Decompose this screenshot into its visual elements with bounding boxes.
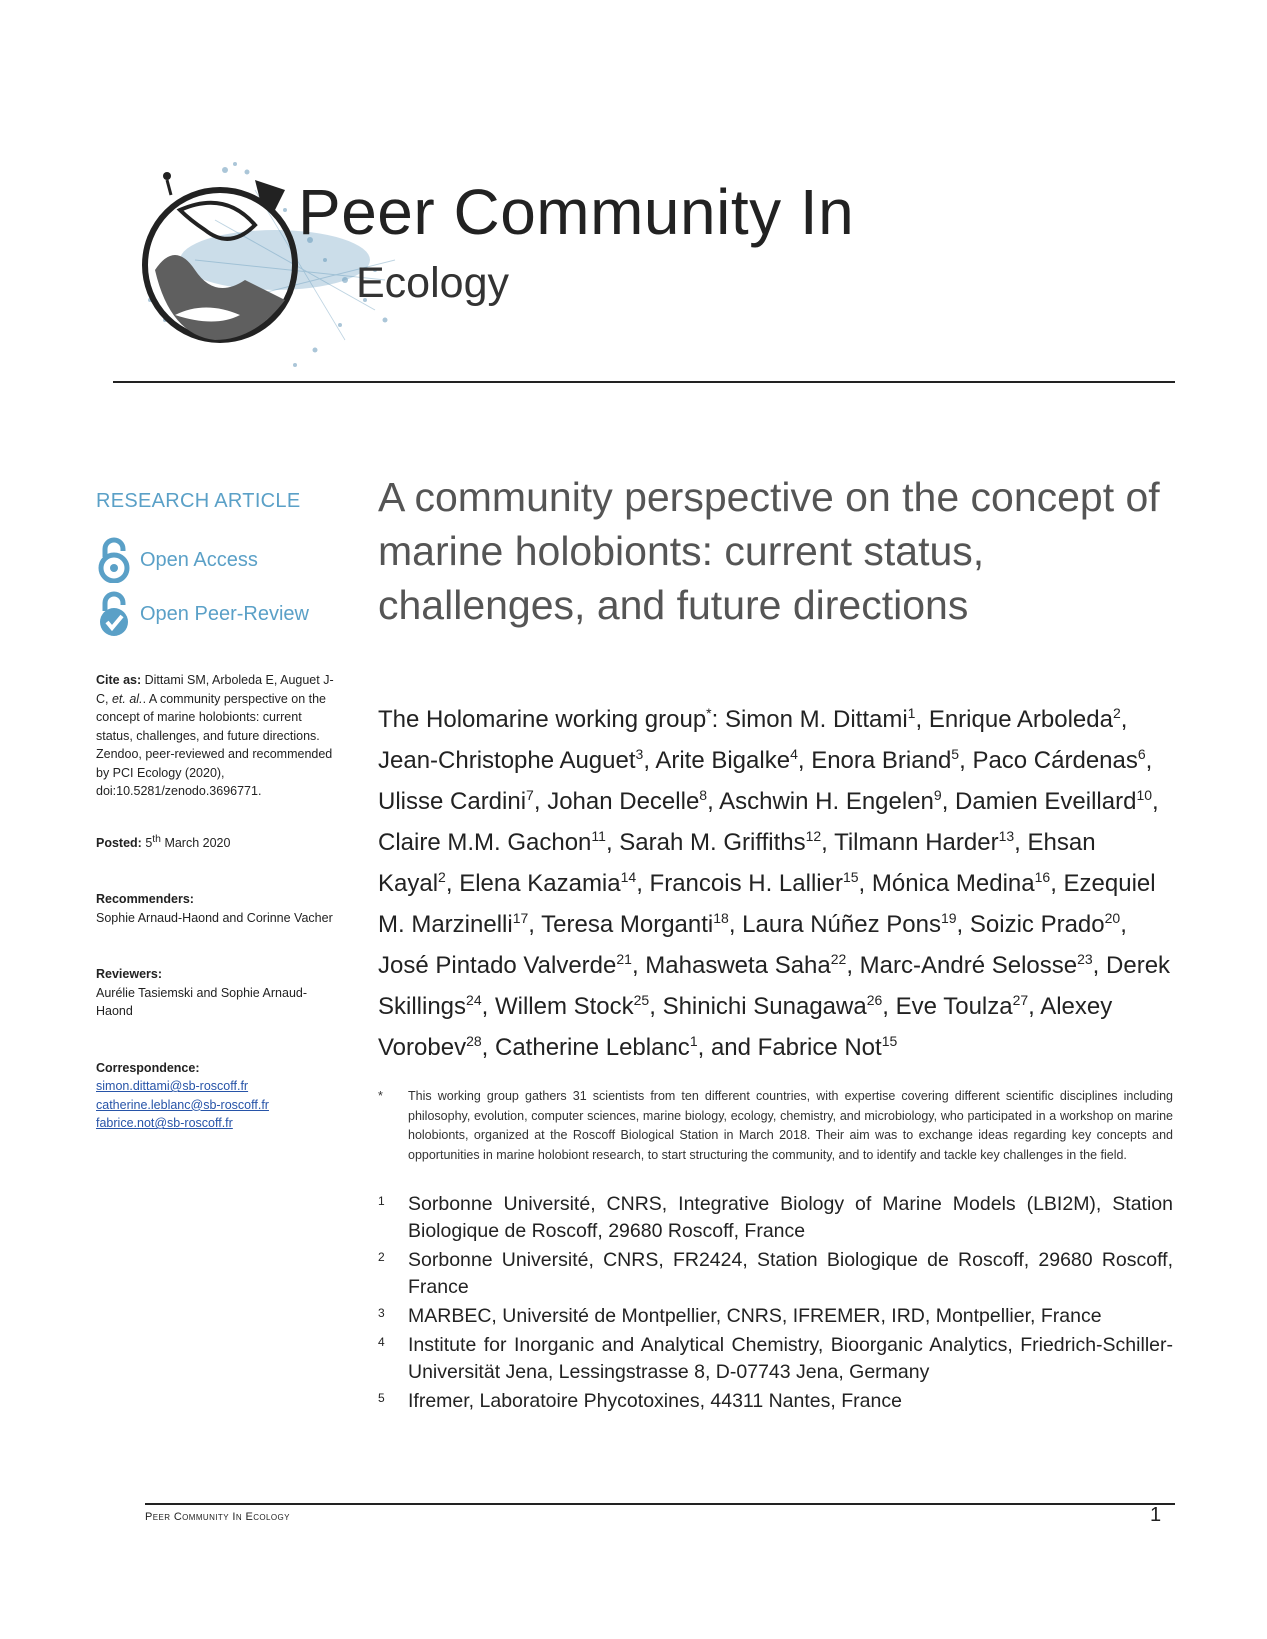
author-name: Sarah M. Griffiths xyxy=(619,829,806,856)
author-affiliation-ref: 18 xyxy=(713,910,729,926)
author-name: Willem Stock xyxy=(494,993,634,1020)
main-content xyxy=(378,470,1173,1417)
logo-subtitle: Ecology xyxy=(356,259,509,307)
author-name: Mahasweta Saha xyxy=(645,952,831,979)
email-link[interactable]: catherine.leblanc@sb-roscoff.fr xyxy=(96,1097,269,1112)
author-affiliation-ref: 21 xyxy=(616,951,632,967)
footnote-mark: * xyxy=(378,1089,383,1103)
author-affiliation-ref: 14 xyxy=(620,869,637,885)
author-affiliation-ref: 8 xyxy=(699,787,708,803)
posted-day-suffix: th xyxy=(152,833,161,845)
author-affiliation-ref: 23 xyxy=(1077,951,1093,967)
author-name: José Pintado Valverde xyxy=(378,952,617,979)
affiliation-item xyxy=(378,1247,1173,1301)
author-affiliation-ref: 20 xyxy=(1104,910,1121,926)
affiliation-number: 4 xyxy=(378,1335,385,1349)
open-access-label: Open Access xyxy=(140,548,258,571)
affiliation-item xyxy=(378,1303,1173,1330)
recommenders-names: Sophie Arnaud-Haond and Corinne Vacher xyxy=(96,910,333,925)
affiliation-number: 2 xyxy=(378,1250,385,1264)
citation xyxy=(96,671,336,801)
affiliation-text: Sorbonne Université, CNRS, FR2424, Station Biologique de Roscoff, 29680 Roscoff, France xyxy=(408,1249,1173,1298)
author-affiliation-ref: 9 xyxy=(933,787,942,803)
cite-etal: et. al. xyxy=(111,691,143,706)
author-name: Alexey Vorobev xyxy=(378,993,1113,1061)
author-affiliation-ref: 4 xyxy=(790,746,798,762)
author-name: Catherine Leblanc xyxy=(495,1034,690,1061)
affiliation-text: Institute for Inorganic and Analytical Chemistry, Bioorganic Analytics, Friedrich-Schiller-Universität Jena, Lessingstrasse 8, D-07743 Jena, Germany xyxy=(408,1334,1173,1383)
author-affiliation-ref: 1 xyxy=(907,705,916,721)
footer-journal-name: Peer Community In Ecology xyxy=(145,1511,290,1523)
author-name: Enrique Arboleda xyxy=(928,706,1113,733)
affiliation-number: 5 xyxy=(378,1391,385,1405)
author-affiliation-ref: 1 xyxy=(689,1033,698,1049)
sidebar xyxy=(96,490,336,1133)
author-affiliation-ref: 24 xyxy=(466,992,482,1008)
affiliation-item xyxy=(378,1388,1173,1415)
reviewers-label: Reviewers: xyxy=(96,967,163,982)
author-name: Aschwin H. Engelen xyxy=(719,788,934,815)
page-number: 1 xyxy=(1150,1504,1162,1526)
author-name: Tilmann Harder xyxy=(834,829,999,856)
author-name: Simon M. Dittami xyxy=(724,706,908,733)
author-name: Arite Bigalke xyxy=(655,747,791,774)
posted-day: 5 xyxy=(141,835,153,850)
author-name: Johan Decelle xyxy=(547,788,700,815)
affiliation-item xyxy=(378,1191,1173,1245)
author-name: Derek Skillings xyxy=(378,952,1171,1020)
open-access-badge[interactable] xyxy=(96,537,336,583)
author-name: Jean-Christophe Auguet xyxy=(378,747,636,774)
recommenders xyxy=(96,890,336,927)
footnote-text: This working group gathers 31 scientists from ten different countries, with expertise covering different scientific disciplines including philosophy, evolution, computer sciences, marine biology, ecology, chemistry, and microbiology, who participated in a workshop on marine holobionts, organized at the Roscoff Biological Station in March 2018. Their aim was to exchange ideas regarding key concepts and opportunities in marine holobiont research, to start structuring the community, and to identify and tackle key challenges in the field. xyxy=(408,1089,1173,1162)
email-link[interactable]: simon.dittami@sb-roscoff.fr xyxy=(96,1079,249,1094)
author-name: Damien Eveillard xyxy=(955,788,1137,815)
recommenders-label: Recommenders: xyxy=(96,892,194,907)
author-name: Claire M.M. Gachon xyxy=(378,829,592,856)
author-affiliation-ref: 5 xyxy=(951,746,960,762)
header-divider xyxy=(113,381,1175,383)
correspondence-label: Correspondence: xyxy=(96,1060,200,1075)
group-footnote xyxy=(378,1087,1173,1165)
author-affiliation-ref: 7 xyxy=(526,787,534,803)
posted-label: Posted: xyxy=(96,835,142,850)
posted-date xyxy=(96,831,336,853)
group-label: The Holomarine working group xyxy=(378,706,707,733)
open-peer-review-check-icon xyxy=(96,591,132,637)
open-peer-review-badge[interactable] xyxy=(96,591,336,637)
author-name: Soizic Prado xyxy=(969,911,1105,938)
author-name: Enora Briand xyxy=(811,747,952,774)
affiliation-text: Sorbonne Université, CNRS, Integrative Biology of Marine Models (LBI2M), Station Biologique de Roscoff, 29680 Roscoff, France xyxy=(408,1193,1173,1242)
logo-title: Peer Community In xyxy=(298,176,855,248)
affiliation-number: 3 xyxy=(378,1306,385,1320)
article-title: A community perspective on the concept of marine holobionts: current status, challenges, and future directions xyxy=(378,474,1160,628)
author-affiliation-ref: 15 xyxy=(881,1033,898,1049)
author-name: Ulisse Cardini xyxy=(378,788,527,815)
footer-divider xyxy=(145,1503,1175,1505)
author-affiliation-ref: 2 xyxy=(438,869,446,885)
affiliation-text: MARBEC, Université de Montpellier, CNRS, IFREMER, IRD, Montpellier, France xyxy=(408,1305,1102,1327)
author-affiliation-ref: 27 xyxy=(1012,992,1029,1008)
reviewers xyxy=(96,965,336,1021)
author-name: Elena Kazamia xyxy=(459,870,621,897)
article-type: RESEARCH ARTICLE xyxy=(96,490,301,512)
open-access-lock-icon xyxy=(96,537,132,583)
author-affiliation-ref: 22 xyxy=(830,951,847,967)
posted-month-year: March 2020 xyxy=(160,835,231,850)
author-affiliation-ref: 25 xyxy=(633,992,650,1008)
group-footnote-mark: * xyxy=(706,705,712,721)
author-affiliation-ref: 15 xyxy=(842,869,859,885)
author-name: Eve Toulza xyxy=(895,993,1013,1020)
author-affiliation-ref: 26 xyxy=(866,992,883,1008)
author-affiliation-ref: 3 xyxy=(635,746,644,762)
author-name: Ehsan Kayal xyxy=(378,829,1096,897)
author-name: Ezequiel M. Marzinelli xyxy=(378,870,1156,938)
open-peer-review-label: Open Peer-Review xyxy=(140,602,309,625)
author-name: Mónica Medina xyxy=(871,870,1035,897)
author-affiliation-ref: 13 xyxy=(998,828,1015,844)
author-affiliation-ref: 6 xyxy=(1137,746,1146,762)
affiliation-item xyxy=(378,1332,1173,1386)
author-list: The Holomarine working group*: Simon M. Dittami$^1$, Enrique Arboleda$^2$, Jean-Christophe Auguet$^3$, Arite Bigalke$^4$, Enora Briand$^5$, Paco Cárdenas$^6$, Ulisse Cardini$^7$, Johan Decelle$^8$, Aschwin H. Engelen$^9$, Damien Eveillard$^{10}$, Claire M.M. Gachon$^{11}$, Sarah M. Griffiths$^{12}$, Tilmann Harder$^{13}$, Ehsan Kayal$^2$, Elena Kazamia$^{14}$, Francois H. Lallier$^{15}$, Mónica Medina$^{16}$, Ezequiel M. Marzinelli$^{17}$, Teresa Morganti$^{18}$, Laura Núñez Pons$^{19}$, Soizic Prado$^{20}$, José Pintado Valverde$^{21}$, Mahasweta Saha$^{22}$, Marc-André Selosse$^{23}$, Derek Skillings$^{24}$, Willem Stock$^{25}$, Shinichi Sunagawa$^{26}$, Eve Toulza$^{27}$, Alexey Vorobev$^{28}$, Catherine Leblanc$^1$, and Fabrice Not$^{15}$ xyxy=(378,705,1171,1061)
author-name: Marc-André Selosse xyxy=(859,952,1078,979)
author-affiliation-ref: 17 xyxy=(512,910,529,926)
correspondence xyxy=(96,1059,336,1133)
author-name: Paco Cárdenas xyxy=(972,747,1138,774)
reviewers-names: Aurélie Tasiemski and Sophie Arnaud-Haond xyxy=(96,985,308,1019)
cite-text-end: . A community perspective on the concept of marine holobionts: current status, challenges, and future directions. Zendoo, peer-reviewed and recommended by PCI Ecology (2020), doi:10.5281/zenodo.3696771. xyxy=(96,691,333,798)
author-affiliation-ref: 11 xyxy=(591,828,606,844)
author-affiliation-ref: 16 xyxy=(1034,869,1051,885)
author-affiliation-ref: 12 xyxy=(805,828,822,844)
author-affiliation-ref: 19 xyxy=(940,910,957,926)
author-name: Teresa Morganti xyxy=(541,911,714,938)
affiliation-list xyxy=(378,1191,1173,1415)
email-link[interactable]: fabrice.not@sb-roscoff.fr xyxy=(96,1116,233,1131)
author-name: Shinichi Sunagawa xyxy=(662,993,867,1020)
cite-text-start: Dittami SM, Arboleda E, Auguet J-C, xyxy=(96,673,334,706)
affiliation-number: 1 xyxy=(378,1194,385,1208)
cite-label: Cite as: xyxy=(96,673,142,687)
author-name: Laura Núñez Pons xyxy=(742,911,941,938)
affiliation-text: Ifremer, Laboratoire Phycotoxines, 44311 Nantes, France xyxy=(408,1390,902,1412)
author-affiliation-ref: 28 xyxy=(466,1033,482,1049)
author-name: Francois H. Lallier xyxy=(649,870,843,897)
author-affiliation-ref: 10 xyxy=(1136,787,1153,803)
author-name: Fabrice Not xyxy=(757,1034,882,1061)
author-affiliation-ref: 2 xyxy=(1112,705,1121,721)
